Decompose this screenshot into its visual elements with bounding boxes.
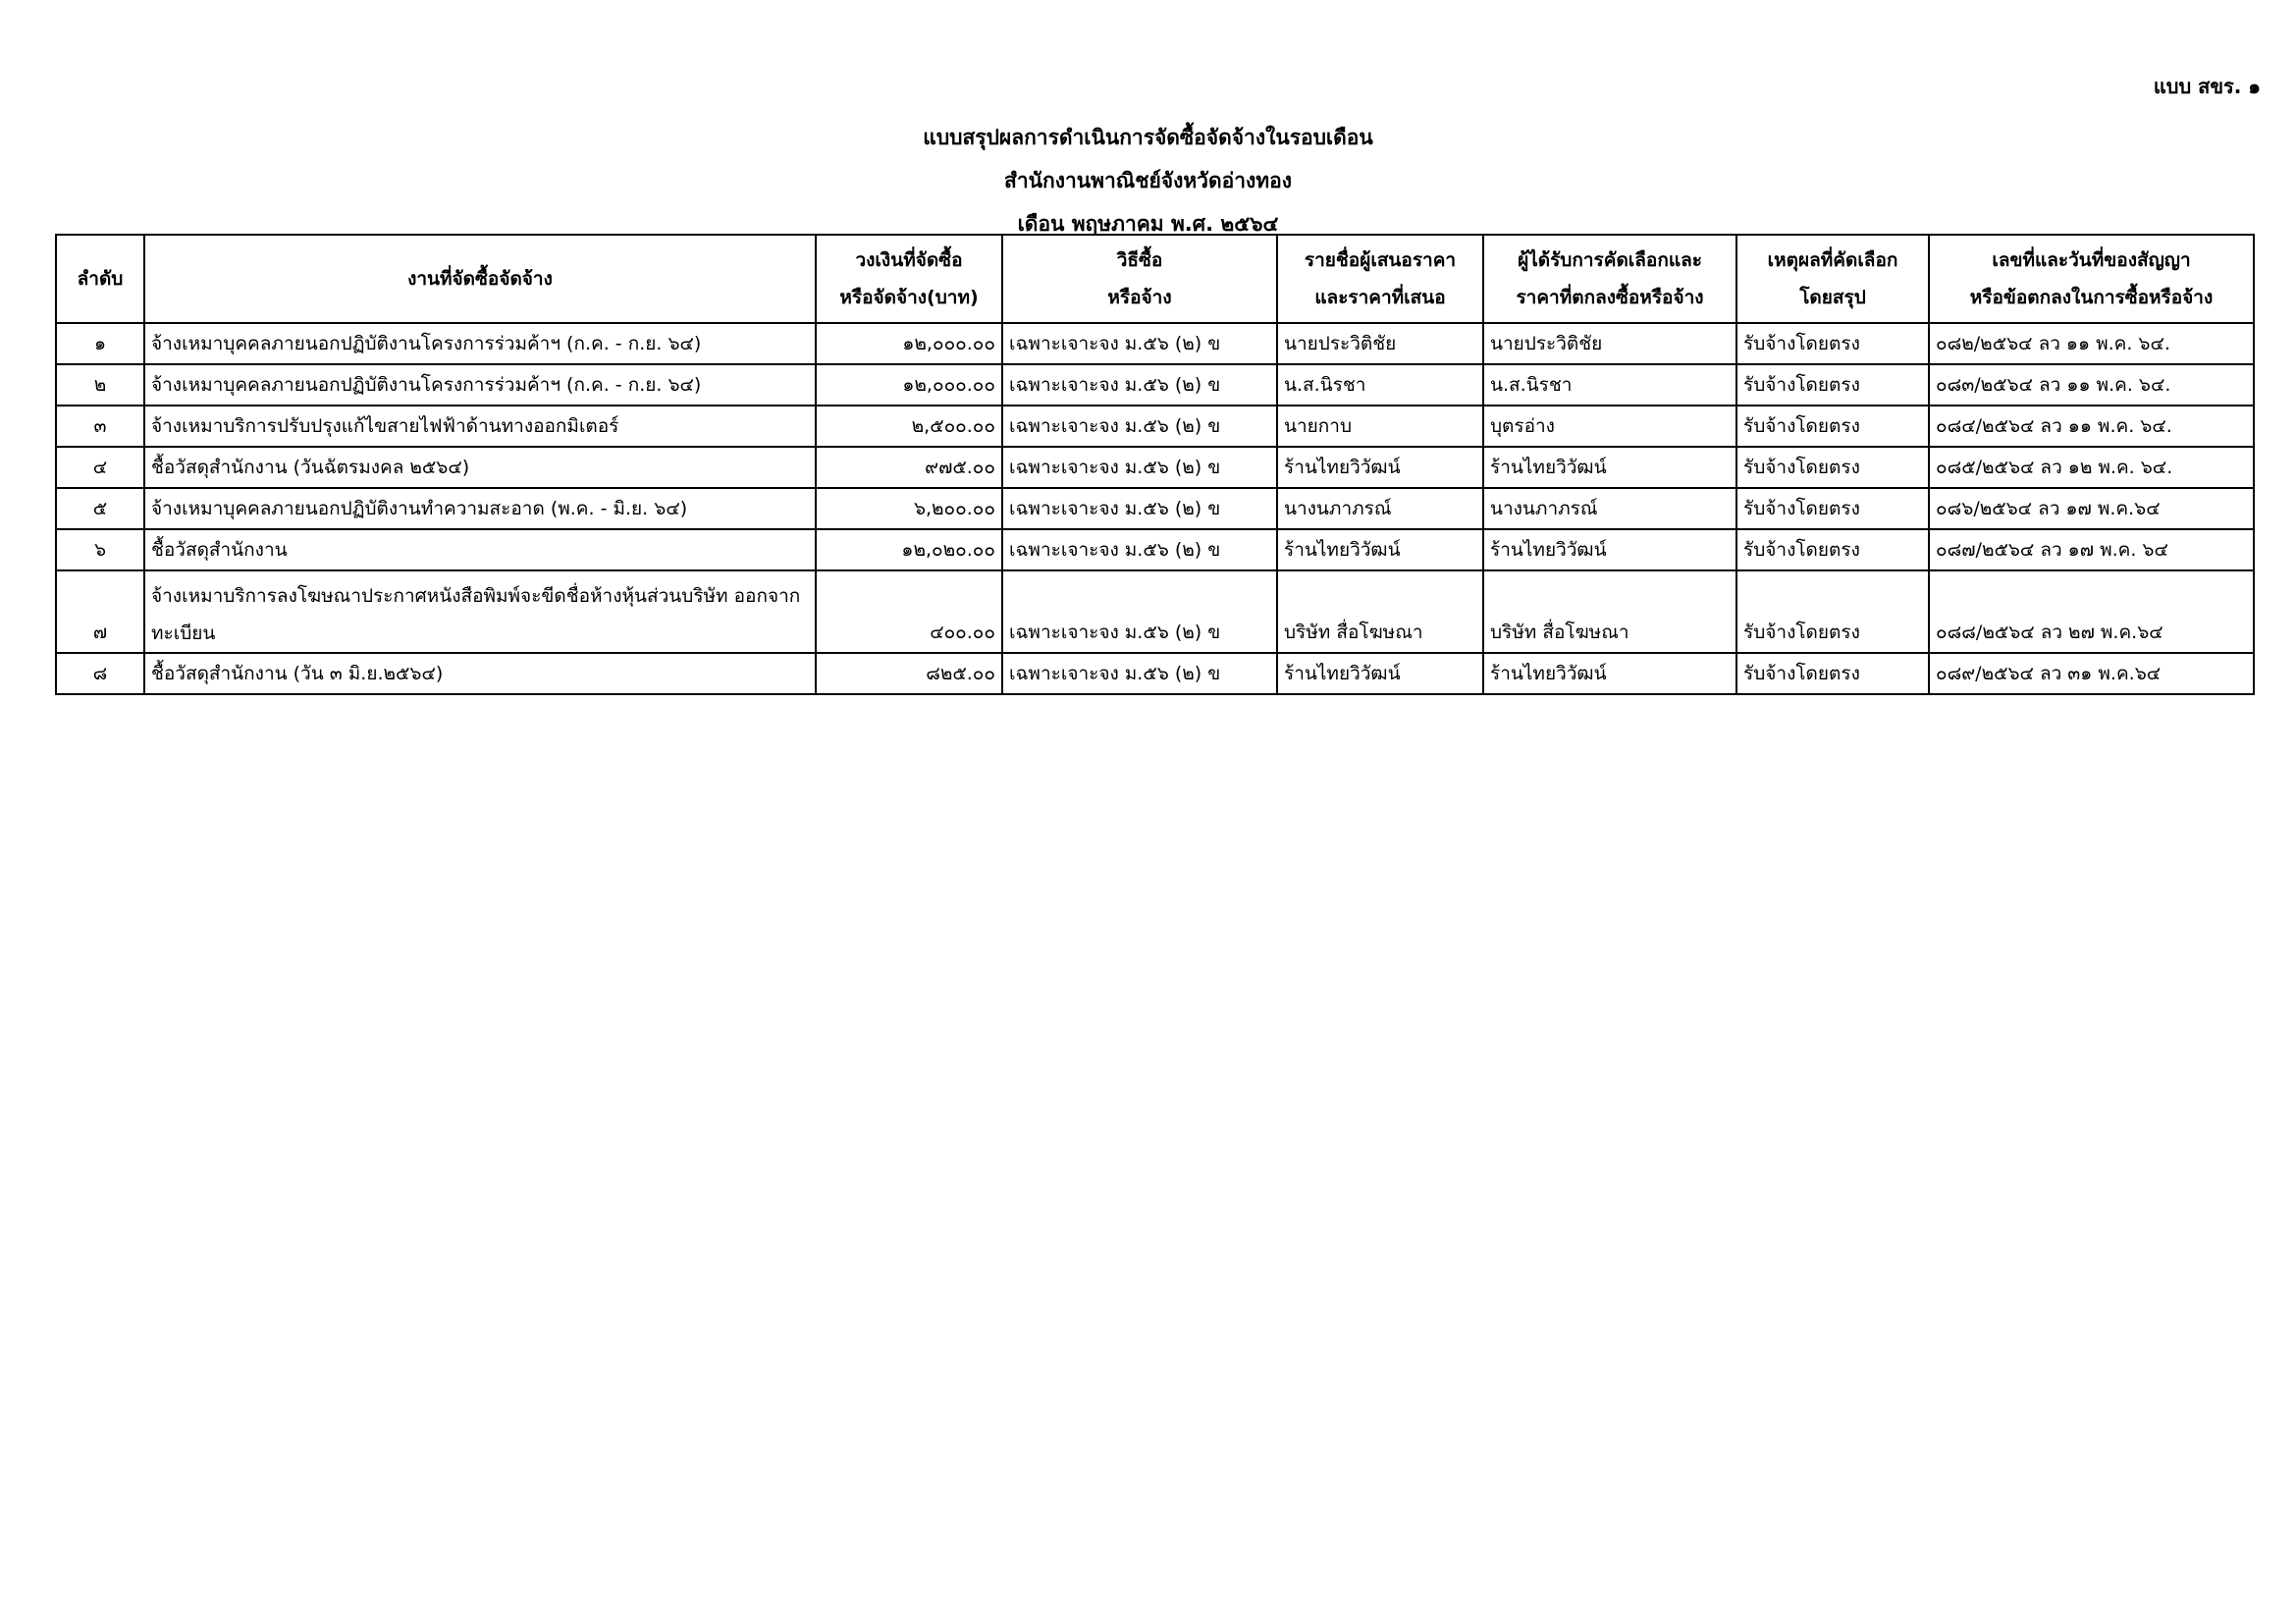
table-row bbox=[56, 364, 2254, 406]
cell-winner: ร้านไทยวิวัฒน์ bbox=[1483, 653, 1736, 694]
header-winner: ผู้ได้รับการคัดเลือกและ ราคาที่ตกลงซื้อหรือจ้าง bbox=[1483, 235, 1736, 323]
cell-reason: รับจ้างโดยตรง bbox=[1736, 406, 1929, 447]
cell-winner: ร้านไทยวิวัฒน์ bbox=[1483, 529, 1736, 570]
cell-item: ชื้อวัสดุสำนักงาน (วัน ๓ มิ.ย.๒๕๖๔) bbox=[144, 653, 816, 694]
cell-winner: ร้านไทยวิวัฒน์ bbox=[1483, 447, 1736, 488]
cell-reason: รับจ้างโดยตรง bbox=[1736, 488, 1929, 529]
cell-amount: ๔๐๐.๐๐ bbox=[816, 570, 1002, 653]
cell-contract: ๐๘๔/๒๕๖๔ ลว ๑๑ พ.ค. ๖๔. bbox=[1929, 406, 2254, 447]
cell-no: ๕ bbox=[56, 488, 144, 529]
table-row bbox=[56, 323, 2254, 364]
cell-bidder: นางนภาภรณ์ bbox=[1277, 488, 1483, 529]
table-row bbox=[56, 529, 2254, 570]
header-bidders: รายชื่อผู้เสนอราคา และราคาที่เสนอ bbox=[1277, 235, 1483, 323]
cell-bidder: ร้านไทยวิวัฒน์ bbox=[1277, 653, 1483, 694]
cell-method: เฉพาะเจาะจง ม.๕๖ (๒) ข bbox=[1002, 529, 1277, 570]
cell-amount: ๙๗๕.๐๐ bbox=[816, 447, 1002, 488]
cell-no: ๘ bbox=[56, 653, 144, 694]
title-line-3: เดือน พฤษภาคม พ.ศ. ๒๕๖๔ bbox=[1017, 212, 1279, 236]
table-row bbox=[56, 406, 2254, 447]
cell-amount: ๖,๒๐๐.๐๐ bbox=[816, 488, 1002, 529]
cell-contract: ๐๘๒/๒๕๖๔ ลว ๑๑ พ.ค. ๖๔. bbox=[1929, 323, 2254, 364]
cell-method: เฉพาะเจาะจง ม.๕๖ (๒) ข bbox=[1002, 570, 1277, 653]
cell-bidder: ร้านไทยวิวัฒน์ bbox=[1277, 447, 1483, 488]
title-line-1: แบบสรุปผลการดำเนินการจัดซื้อจัดจ้างในรอบเดือน bbox=[923, 126, 1373, 149]
header-no: ลำดับ bbox=[56, 235, 144, 323]
cell-bidder: นายกาบ bbox=[1277, 406, 1483, 447]
cell-method: เฉพาะเจาะจง ม.๕๖ (๒) ข bbox=[1002, 406, 1277, 447]
cell-method: เฉพาะเจาะจง ม.๕๖ (๒) ข bbox=[1002, 364, 1277, 406]
cell-item: ชื้อวัสดุสำนักงาน (วันฉัตรมงคล ๒๕๖๔) bbox=[144, 447, 816, 488]
cell-bidder: นายประวิติชัย bbox=[1277, 323, 1483, 364]
cell-no: ๓ bbox=[56, 406, 144, 447]
cell-item: จ้างเหมาบุคคลภายนอกปฏิบัติงานโครงการร่วมค้าฯ (ก.ค. - ก.ย. ๖๔) bbox=[144, 364, 816, 406]
cell-no: ๑ bbox=[56, 323, 144, 364]
cell-winner: บริษัท สื่อโฆษณา bbox=[1483, 570, 1736, 653]
cell-no: ๒ bbox=[56, 364, 144, 406]
cell-contract: ๐๘๕/๒๕๖๔ ลว ๑๒ พ.ค. ๖๔. bbox=[1929, 447, 2254, 488]
procurement-table bbox=[55, 234, 2255, 695]
table-row bbox=[56, 447, 2254, 488]
table-header-row bbox=[56, 235, 2254, 323]
cell-item: จ้างเหมาบริการลงโฆษณาประกาศหนังสือพิมพ์จะขีดชื่อห้างหุ้นส่วนบริษัท ออกจากทะเบียน bbox=[144, 570, 816, 653]
table-row bbox=[56, 570, 2254, 653]
table-row bbox=[56, 488, 2254, 529]
cell-no: ๖ bbox=[56, 529, 144, 570]
cell-contract: ๐๘๘/๒๕๖๔ ลว ๒๗ พ.ค.๖๔ bbox=[1929, 570, 2254, 653]
cell-bidder: ร้านไทยวิวัฒน์ bbox=[1277, 529, 1483, 570]
cell-bidder: น.ส.นิรชา bbox=[1277, 364, 1483, 406]
cell-amount: ๑๒,๐๒๐.๐๐ bbox=[816, 529, 1002, 570]
cell-method: เฉพาะเจาะจง ม.๕๖ (๒) ข bbox=[1002, 447, 1277, 488]
cell-contract: ๐๘๓/๒๕๖๔ ลว ๑๑ พ.ค. ๖๔. bbox=[1929, 364, 2254, 406]
header-reason: เหตุผลที่คัดเลือก โดยสรุป bbox=[1736, 235, 1929, 323]
cell-method: เฉพาะเจาะจง ม.๕๖ (๒) ข bbox=[1002, 323, 1277, 364]
cell-item: จ้างเหมาบุคคลภายนอกปฏิบัติงานทำความสะอาด (พ.ค. - มิ.ย. ๖๔) bbox=[144, 488, 816, 529]
cell-contract: ๐๘๖/๒๕๖๔ ลว ๑๗ พ.ค.๖๔ bbox=[1929, 488, 2254, 529]
cell-method: เฉพาะเจาะจง ม.๕๖ (๒) ข bbox=[1002, 653, 1277, 694]
document-title bbox=[0, 116, 2296, 245]
cell-method: เฉพาะเจาะจง ม.๕๖ (๒) ข bbox=[1002, 488, 1277, 529]
header-contract: เลขที่และวันที่ของสัญญา หรือข้อตกลงในการซื้อหรือจ้าง bbox=[1929, 235, 2254, 323]
header-budget: วงเงินที่จัดซื้อ หรือจัดจ้าง(บาท) bbox=[816, 235, 1002, 323]
cell-reason: รับจ้างโดยตรง bbox=[1736, 653, 1929, 694]
cell-winner: นางนภาภรณ์ bbox=[1483, 488, 1736, 529]
header-item: งานที่จัดซื้อจัดจ้าง bbox=[144, 235, 816, 323]
cell-reason: รับจ้างโดยตรง bbox=[1736, 323, 1929, 364]
header-method: วิธีซื้อ หรือจ้าง bbox=[1002, 235, 1277, 323]
cell-reason: รับจ้างโดยตรง bbox=[1736, 570, 1929, 653]
cell-amount: ๘๒๕.๐๐ bbox=[816, 653, 1002, 694]
cell-amount: ๒,๕๐๐.๐๐ bbox=[816, 406, 1002, 447]
cell-contract: ๐๘๗/๒๕๖๔ ลว ๑๗ พ.ค. ๖๔ bbox=[1929, 529, 2254, 570]
cell-winner: น.ส.นิรชา bbox=[1483, 364, 1736, 406]
cell-item: ชื้อวัสดุสำนักงาน bbox=[144, 529, 816, 570]
cell-item: จ้างเหมาบริการปรับปรุงแก้ไขสายไฟฟ้าด้านทางออกมิเตอร์ bbox=[144, 406, 816, 447]
cell-contract: ๐๘๙/๒๕๖๔ ลว ๓๑ พ.ค.๖๔ bbox=[1929, 653, 2254, 694]
cell-no: ๔ bbox=[56, 447, 144, 488]
cell-reason: รับจ้างโดยตรง bbox=[1736, 364, 1929, 406]
cell-amount: ๑๒,๐๐๐.๐๐ bbox=[816, 364, 1002, 406]
table-row bbox=[56, 653, 2254, 694]
cell-winner: บุตรอ่าง bbox=[1483, 406, 1736, 447]
cell-item: จ้างเหมาบุคคลภายนอกปฏิบัติงานโครงการร่วมค้าฯ (ก.ค. - ก.ย. ๖๔) bbox=[144, 323, 816, 364]
cell-amount: ๑๒,๐๐๐.๐๐ bbox=[816, 323, 1002, 364]
cell-reason: รับจ้างโดยตรง bbox=[1736, 447, 1929, 488]
cell-bidder: บริษัท สื่อโฆษณา bbox=[1277, 570, 1483, 653]
form-code: แบบ สขร. ๑ bbox=[2153, 75, 2261, 98]
cell-winner: นายประวิติชัย bbox=[1483, 323, 1736, 364]
title-line-2: สำนักงานพาณิชย์จังหวัดอ่างทอง bbox=[1004, 169, 1292, 192]
cell-reason: รับจ้างโดยตรง bbox=[1736, 529, 1929, 570]
cell-no: ๗ bbox=[56, 570, 144, 653]
